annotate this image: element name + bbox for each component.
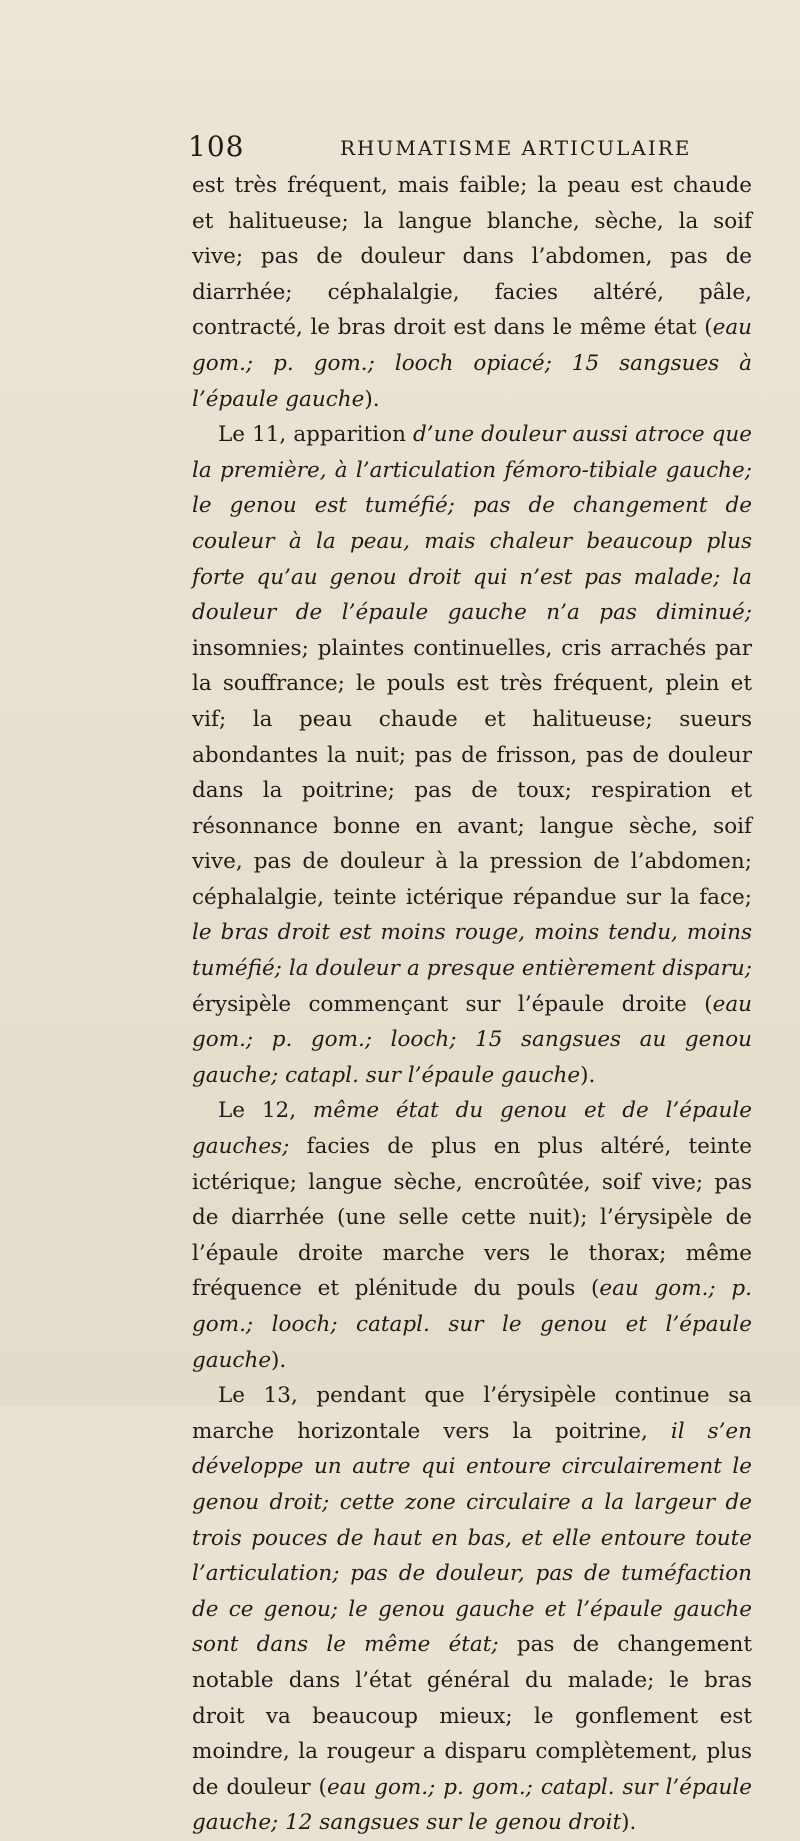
text-run: érysipèle commençant sur l’épaule droite (	[192, 991, 713, 1017]
text-run-italic: eau gom.; p. gom.; looch opiacé; 15 sangsues à l’épaule gauche	[192, 315, 752, 412]
text-run: ).	[580, 1062, 596, 1088]
text-run: facies de plus en plus altéré, teinte ictérique; langue sèche, encroûtée, soif vive; pas de diarrhée (une selle cette nuit); l’érysipèle de l’épaule droite marche vers le thorax; même fréquence et plénitude du pouls (	[192, 1134, 752, 1302]
text-run-italic: même état du genou et de l’épaule gauches;	[192, 1098, 752, 1160]
text-run-italic: eau gom.; p. gom.; catapl. sur l’épaule gauche; 12 sangsues sur le genou droit	[192, 1774, 752, 1836]
page-header	[188, 130, 748, 164]
text-run: ).	[271, 1347, 287, 1373]
text-run: pas de changement notable dans l’état général du malade; le bras droit va beaucoup mieux; le gonflement est moindre, la rougeur a disparu complètement, plus de douleur (	[192, 1632, 752, 1800]
text-run-italic: le bras droit est moins rouge, moins tendu, moins tuméfié; la douleur a presque entièrement disparu;	[192, 920, 752, 982]
body-text	[192, 168, 752, 1841]
text-run-italic: eau gom.; p. gom.; looch; 15 sangsues au genou gauche; catapl. sur l’épaule gauche	[192, 991, 752, 1088]
text-run: Le 13, pendant que l’érysipèle continue sa marche horizontale vers la poitrine,	[192, 1383, 752, 1444]
text-run: est très fréquent, mais faible; la peau est chaude et halitueuse; la langue blanche, sèche, la soif vive; pas de douleur dans l’abdomen, pas de diarrhée; céphalalgie, facies altéré, pâle, contracté, le bras droit est dans le même état (	[192, 173, 752, 341]
text-run: ).	[621, 1810, 637, 1836]
text-run: Le 11, apparition	[218, 422, 414, 448]
text-run: insomnies; plaintes continuelles, cris arrachés par la souffrance; le pouls est très fréquent, plein et vif; la peau chaude et halitueuse; sueurs abondantes la nuit; pas de frisson, pas de douleur dans la poitrine; pas de toux; respiration et résonnance bonne en avant; langue sèche, soif vive, pas de douleur à la pression de l’abdomen; céphalalgie, teinte ictérique répandue sur la face;	[192, 635, 752, 910]
paragraph	[192, 417, 752, 1093]
text-run-italic: d’une douleur aussi atroce que la première, à l’articulation fémoro-tibiale gauche; le genou est tuméfié; pas de changement de couleur à la peau, mais chaleur beaucoup plus forte qu’au genou droit qui n’est pas malade; la douleur de l’épaule gauche n’a pas diminué;	[192, 422, 752, 626]
paragraph	[192, 1093, 752, 1378]
text-run: ).	[364, 386, 380, 412]
text-run-italic: eau gom.; p. gom.; looch; catapl. sur le genou et l’épaule gauche	[192, 1276, 752, 1373]
paragraph	[192, 168, 752, 417]
text-run-italic: il s’en développe un autre qui entoure circulairement le genou droit; cette zone circulaire a la largeur de trois pouces de haut en bas, et elle entoure toute l’articulation; pas de douleur, pas de tuméfaction de ce genou; le genou gauche et l’épaule gauche sont dans le même état;	[192, 1418, 752, 1658]
running-head: RHUMATISME ARTICULAIRE	[340, 136, 692, 160]
paragraph	[192, 1378, 752, 1841]
text-run: Le 12,	[218, 1098, 313, 1124]
page-number: 108	[188, 130, 245, 163]
